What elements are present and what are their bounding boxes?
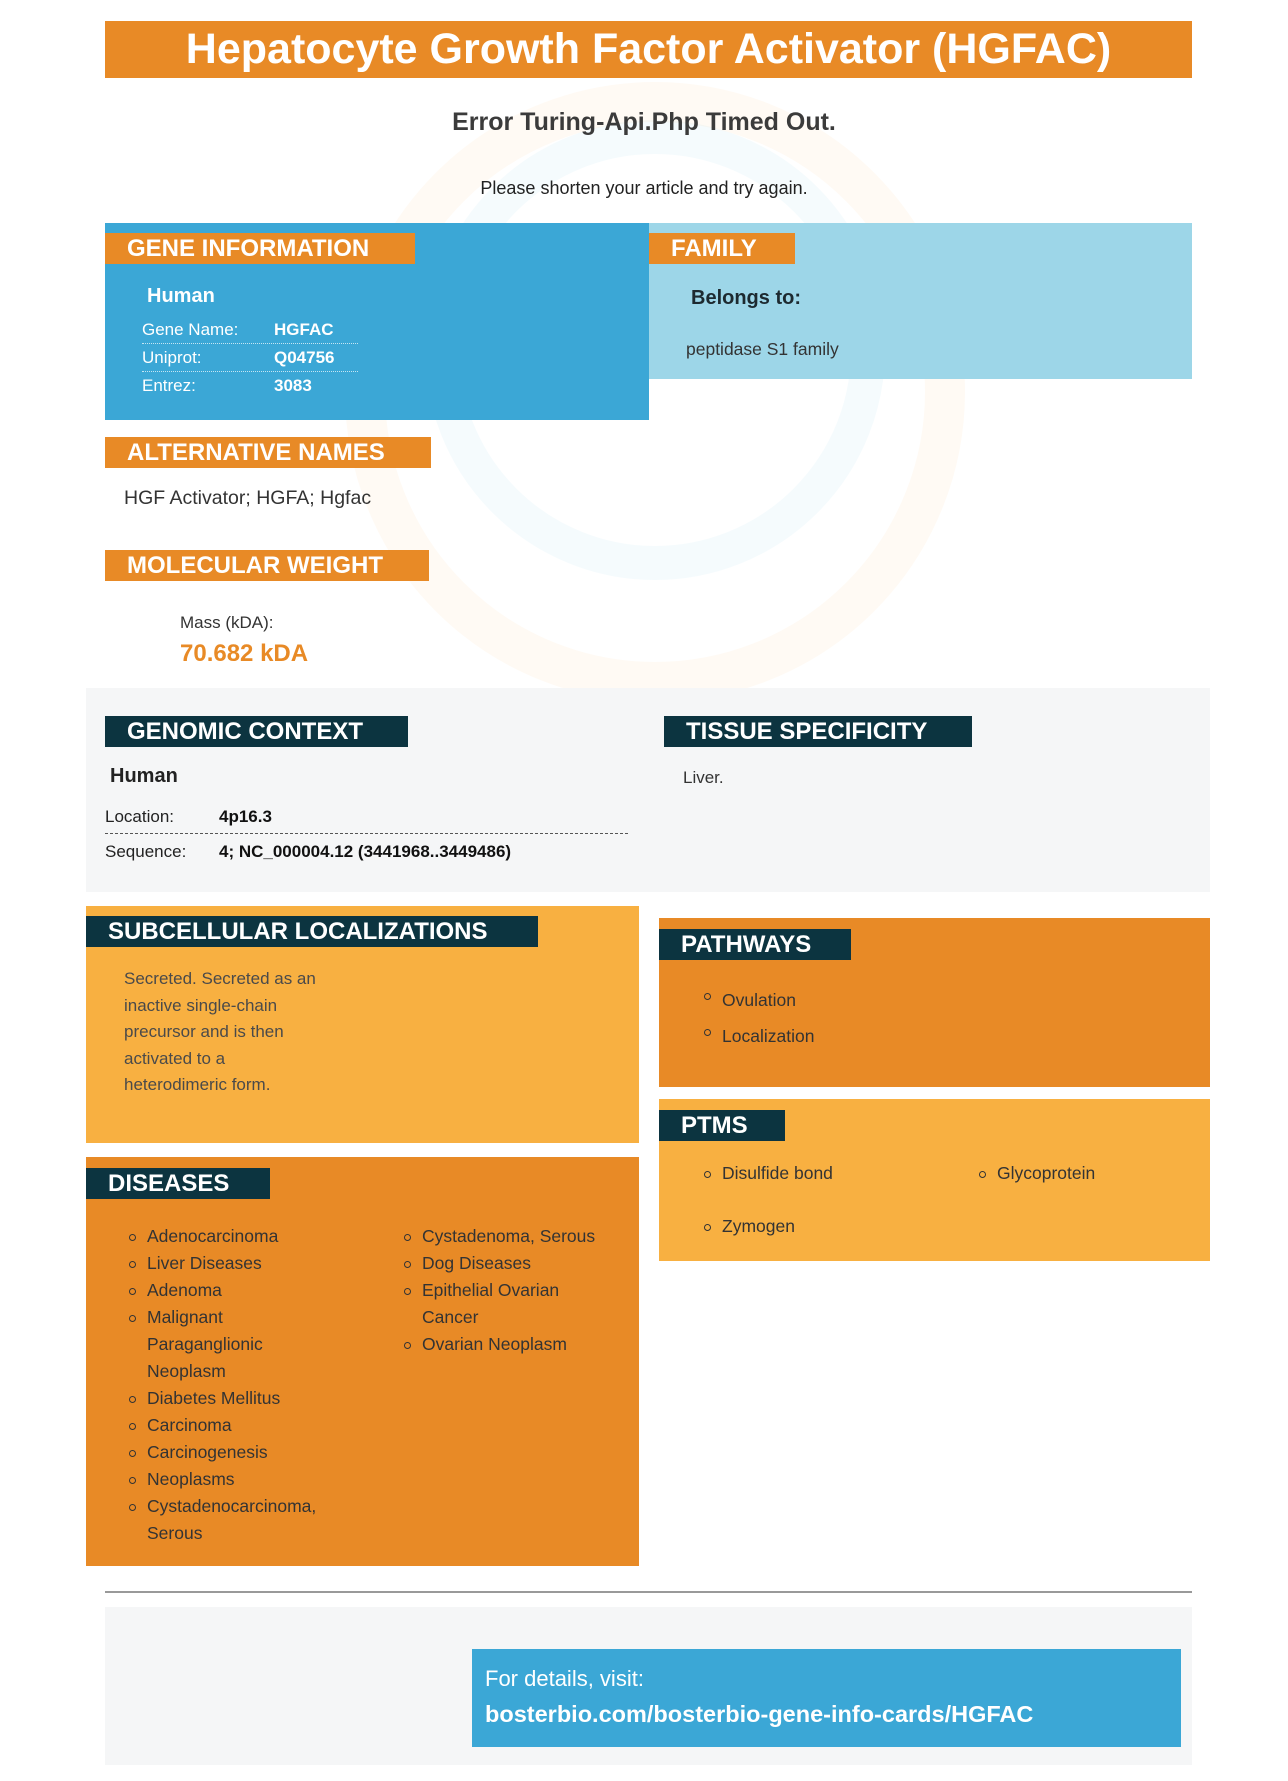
disease-item: Adenoma: [126, 1277, 376, 1304]
alternative-names-header: ALTERNATIVE NAMES: [105, 437, 431, 468]
genomic-sequence-row: [105, 834, 628, 868]
disease-item: Carcinogenesis: [126, 1439, 376, 1466]
diseases-section: [86, 1157, 639, 1566]
disease-item: Cystadenoma, Serous: [401, 1223, 631, 1250]
page-title: Hepatocyte Growth Factor Activator (HGFAC): [105, 21, 1192, 78]
ptms-list-col2: [976, 1160, 1196, 1187]
pathways-list: [701, 982, 1001, 1054]
family-subheader: Belongs to:: [691, 287, 801, 309]
disease-item: Adenocarcinoma: [126, 1223, 376, 1250]
genomic-species: Human: [110, 765, 178, 787]
ptm-item: Glycoprotein: [976, 1160, 1196, 1187]
details-url-link[interactable]: bosterbio.com/bosterbio-gene-info-cards/HGFAC: [485, 1701, 1034, 1727]
disease-item: Malignant Paraganglionic Neoplasm: [126, 1304, 376, 1385]
localization-line: inactive single-chain: [124, 995, 278, 1015]
error-message: Please shorten your article and try again.: [480, 178, 808, 198]
genomic-context-header: GENOMIC CONTEXT: [105, 716, 408, 747]
family-section: [649, 223, 1192, 379]
localization-line: heterodimeric form.: [124, 1075, 271, 1094]
ptms-section: [659, 1099, 1210, 1261]
gene-field-label: Gene Name:: [142, 319, 239, 339]
diseases-header: DISEASES: [86, 1168, 270, 1199]
disease-item: Neoplasms: [126, 1466, 376, 1493]
localization-line: activated to a: [124, 1048, 226, 1068]
pathway-item: Localization: [701, 1018, 1001, 1054]
ptms-header: PTMS: [659, 1110, 785, 1141]
ptms-list-col1: [701, 1160, 931, 1240]
family-value: peptidase S1 family: [686, 339, 839, 359]
alternative-names-value: HGF Activator; HGFA; Hgfac: [124, 487, 372, 509]
localization-line: precursor and is then: [124, 1022, 284, 1041]
diseases-list-col1: [126, 1223, 376, 1547]
gene-field-row: [142, 316, 358, 344]
localization-line: Secreted. Secreted as an: [124, 969, 316, 988]
disease-item: Liver Diseases: [126, 1250, 376, 1277]
gene-fields: [142, 316, 358, 400]
disease-item: Epithelial Ovarian Cancer: [401, 1277, 631, 1331]
location-label: Location:: [105, 807, 174, 826]
genomic-location-row: [105, 800, 628, 834]
gene-field-label: Entrez:: [142, 376, 196, 395]
footer-divider: [105, 1591, 1192, 1593]
gene-field-row: [142, 344, 358, 372]
gene-information-header: GENE INFORMATION: [105, 233, 415, 264]
tissue-specificity-value: Liver.: [683, 768, 724, 787]
subcellular-localizations-section: [86, 906, 639, 1143]
mass-value: 70.682 kDA: [180, 640, 309, 667]
gene-species: Human: [147, 285, 215, 307]
sequence-label: Sequence:: [105, 842, 187, 861]
family-header: FAMILY: [649, 233, 795, 264]
disease-item: Cystadenocarcinoma, Serous: [126, 1493, 376, 1547]
subcellular-localizations-header: SUBCELLULAR LOCALIZATIONS: [86, 916, 538, 947]
details-link-box[interactable]: [472, 1649, 1181, 1747]
subcellular-localizations-text: [124, 966, 316, 1099]
disease-item: Diabetes Mellitus: [126, 1385, 376, 1412]
gene-field-value: HGFAC: [274, 319, 334, 339]
gene-field-value: 3083: [274, 376, 312, 395]
pathways-section: [659, 918, 1210, 1087]
mass-label: Mass (kDA):: [180, 613, 274, 632]
pathways-header: PATHWAYS: [659, 929, 851, 960]
location-value: 4p16.3: [219, 807, 272, 826]
disease-item: Dog Diseases: [401, 1250, 631, 1277]
pathway-item: Ovulation: [701, 982, 1001, 1018]
disease-item: Ovarian Neoplasm: [401, 1331, 631, 1358]
gene-field-value: Q04756: [274, 347, 335, 367]
sequence-value: 4; NC_000004.12 (3441968..3449486): [219, 842, 512, 861]
tissue-specificity-header: TISSUE SPECIFICITY: [664, 716, 972, 747]
gene-field-label: Uniprot:: [142, 347, 202, 367]
details-label: For details, visit:: [485, 1666, 644, 1691]
error-heading: Error Turing-Api.Php Timed Out.: [452, 108, 836, 136]
gene-information-section: [105, 223, 649, 420]
genomic-tissue-section: [86, 688, 1210, 892]
molecular-weight-header: MOLECULAR WEIGHT: [105, 550, 429, 581]
disease-item: Carcinoma: [126, 1412, 376, 1439]
diseases-list-col2: [401, 1223, 631, 1358]
gene-field-row: [142, 372, 358, 400]
ptm-item: Disulfide bond: [701, 1160, 931, 1187]
ptm-item: Zymogen: [701, 1213, 931, 1240]
